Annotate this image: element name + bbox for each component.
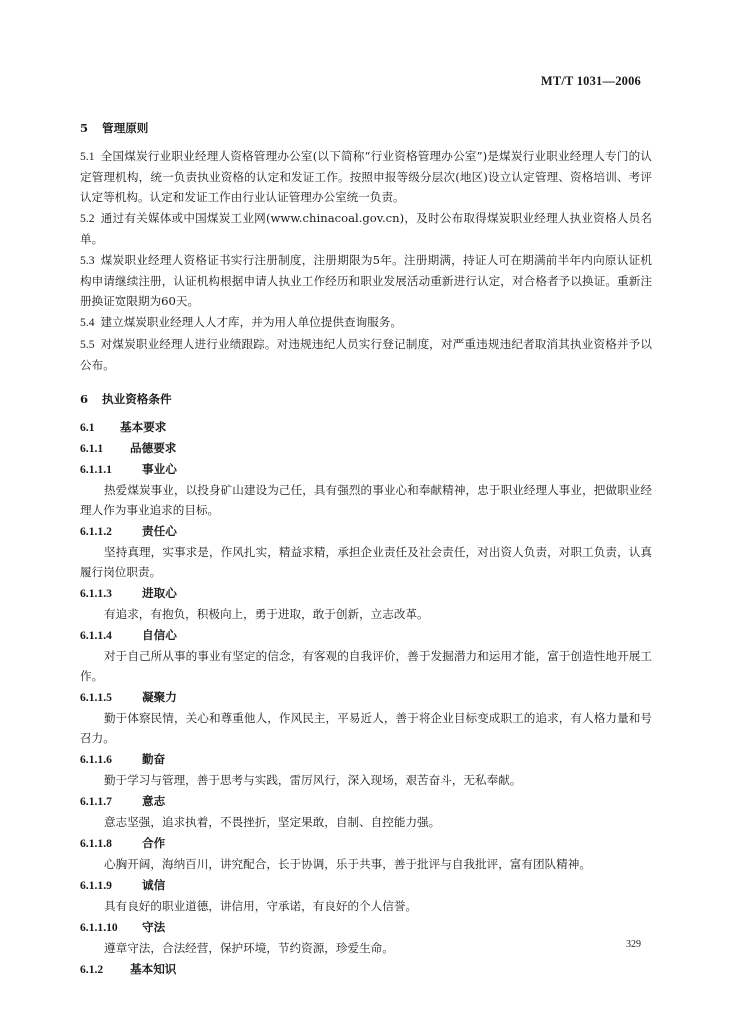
item-6-1-1-5-text: 勤于体察民情，关心和尊重他人，作风民主，平易近人，善于将企业目标变成职工的追求，有人格力量和号召力。	[80, 711, 652, 745]
item-6-1-1-6-text: 勤于学习与管理，善于思考与实践，雷厉风行，深入现场，艰苦奋斗，无私奉献。	[104, 773, 522, 787]
clause-number: 5.3	[80, 254, 95, 267]
clause-text: 对煤炭职业经理人进行业绩跟踪。对违规违纪人员实行登记制度，对严重违规违纪者取消其执业资格并予以公布。	[80, 337, 652, 372]
item-number: 6.1.1.3	[80, 587, 112, 600]
clause-number: 5.2	[80, 212, 95, 225]
item-number: 6.1.1.8	[80, 837, 112, 850]
item-6-1-1-4-heading	[80, 625, 652, 646]
item-number: 6.1.1.6	[80, 753, 112, 766]
subsection-6-1-1-heading	[80, 438, 652, 459]
clause-text: 全国煤炭行业职业经理人资格管理办公室(以下简称“行业资格管理办公室”)是煤炭行业职业经理人专门的认定管理机构，统一负责执业资格的认定和发证工作。按照申报等级分层次(地区)设立认定管理、资格培训、考评认定等机构。认定和发证工作由行业认证管理办公室统一负责。	[80, 149, 652, 204]
item-number: 6.1.1.10	[80, 921, 118, 934]
item-title: 合作	[142, 836, 166, 850]
item-title: 进取心	[142, 586, 177, 600]
clause-number: 5.4	[80, 316, 95, 329]
clause-5-1	[80, 146, 652, 207]
item-title: 勤奋	[142, 752, 166, 766]
clause-number: 5.5	[80, 338, 95, 351]
item-6-1-1-1-heading	[80, 459, 652, 480]
item-title: 自信心	[142, 628, 177, 642]
item-6-1-1-9-heading	[80, 875, 652, 896]
subsection-title: 品德要求	[130, 441, 177, 455]
section-title: 执业资格条件	[102, 392, 172, 406]
section-title: 管理原则	[102, 121, 149, 135]
item-title: 凝聚力	[142, 690, 177, 704]
item-6-1-1-6-heading	[80, 749, 652, 770]
item-number: 6.1.1.1	[80, 463, 112, 476]
clause-text: 建立煤炭职业经理人人才库，并为用人单位提供查询服务。	[100, 315, 402, 329]
item-6-1-1-8-heading	[80, 833, 652, 854]
section-6-heading	[80, 389, 652, 409]
item-title: 诚信	[142, 878, 166, 892]
item-title: 守法	[142, 920, 166, 934]
item-number: 6.1.1.4	[80, 629, 112, 642]
page-number: 329	[626, 939, 641, 950]
item-6-1-1-7-heading	[80, 791, 652, 812]
item-number: 6.1.1.9	[80, 879, 112, 892]
item-6-1-1-1-text: 热爱煤炭事业，以投身矿山建设为己任，具有强烈的事业心和奉献精神，忠于职业经理人事业，把做职业经理人作为事业追求的目标。	[80, 483, 652, 517]
clause-5-3	[80, 250, 652, 311]
item-6-1-1-5-heading	[80, 687, 652, 708]
item-6-1-1-2-text: 坚持真理，实事求是，作风扎实，精益求精，承担企业责任及社会责任，对出资人负责，对职工负责，认真履行岗位职责。	[80, 545, 652, 579]
subsection-title: 基本知识	[130, 962, 177, 976]
item-6-1-1-2-heading	[80, 521, 652, 542]
item-title: 责任心	[142, 524, 177, 538]
item-number: 6.1.1.7	[80, 795, 112, 808]
item-6-1-1-9-text: 具有良好的职业道德，讲信用，守承诺，有良好的个人信誉。	[104, 899, 418, 913]
item-6-1-1-3-heading	[80, 583, 652, 604]
subsection-number: 6.1.2	[80, 963, 104, 976]
item-title: 事业心	[142, 462, 177, 476]
item-title: 意志	[142, 794, 166, 808]
clause-text: 通过有关媒体或中国煤炭工业网(www.chinacoal.gov.cn)，及时公布取得煤炭职业经理人执业资格人员名单。	[80, 211, 652, 246]
clause-5-2	[80, 208, 652, 249]
item-number: 6.1.1.2	[80, 525, 112, 538]
item-6-1-1-7-text: 意志坚强，追求执着，不畏挫折，坚定果敢，自制、自控能力强。	[104, 815, 441, 829]
clause-number: 5.1	[80, 150, 95, 163]
subsection-6-1-2-heading	[80, 959, 652, 980]
clause-5-5	[80, 334, 652, 375]
subsection-number: 6.1	[80, 421, 95, 434]
item-6-1-1-8-text: 心胸开阔，海纳百川，讲究配合，长于协调，乐于共事，善于批评与自我批评，富有团队精神。	[104, 857, 591, 871]
section-5-heading	[80, 118, 652, 138]
clause-5-4	[80, 312, 652, 333]
subsection-number: 6.1.1	[80, 442, 104, 455]
document-body	[80, 118, 652, 980]
item-6-1-1-3-text: 有追求，有抱负，积极向上，勇于进取，敢于创新，立志改革。	[104, 607, 429, 621]
standard-code: MT/T 1031—2006	[540, 74, 641, 88]
subsection-6-1-heading	[80, 417, 652, 438]
section-number: 5	[80, 121, 89, 135]
item-number: 6.1.1.5	[80, 691, 112, 704]
item-6-1-1-4-text: 对于自己所从事的事业有坚定的信念，有客观的自我评价，善于发掘潜力和运用才能，富于创造性地开展工作。	[80, 649, 652, 683]
item-6-1-1-10-heading	[80, 917, 652, 938]
item-6-1-1-10-text: 遵章守法，合法经营，保护环境，节约资源，珍爱生命。	[104, 941, 394, 955]
clause-text: 煤炭职业经理人资格证书实行注册制度，注册期限为5年。注册期满，持证人可在期满前半年内向原认证机构申请继续注册，认证机构根据申请人执业工作经历和职业发展活动重新进行认定，对合格者予以换证。重新注册换证宽限期为60天。	[80, 253, 652, 308]
section-number: 6	[80, 392, 89, 406]
subsection-title: 基本要求	[120, 420, 167, 434]
